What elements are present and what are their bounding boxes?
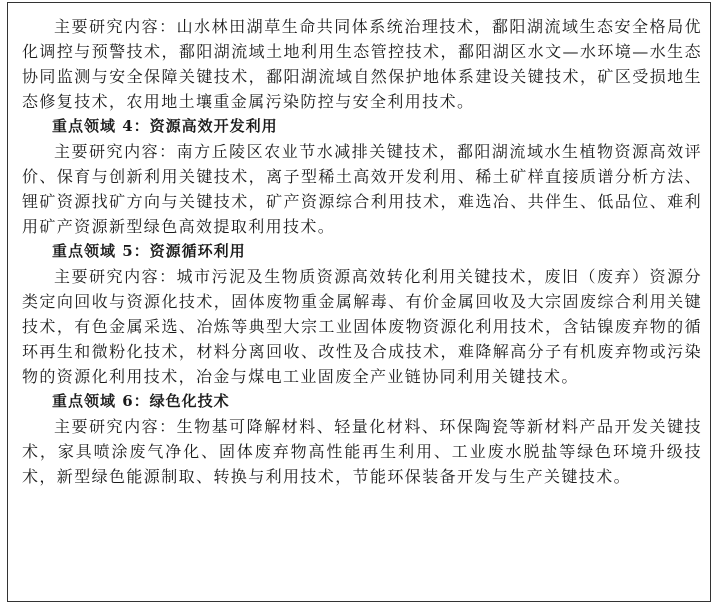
heading-focus-area-6: 重点领域 6：绿色化技术 [52, 392, 230, 410]
paragraph-focus-area-6: 主要研究内容：生物基可降解材料、轻量化材料、环保陶瓷等新材料产品开发关键技术，家具喷涂废气净化、固体废弃物高性能再生利用、工业废水脱盐等绿色环境升级技术，新型绿色能源制取、转换与利用技术，节能环保装备开发与生产关键技术。 [22, 417, 702, 486]
heading-focus-area-4: 重点领域 4：资源高效开发利用 [52, 117, 278, 135]
paragraph-ecology-research: 主要研究内容：山水林田湖草生命共同体系统治理技术，鄱阳湖流域生态安全格局优化调控与预警技术，鄱阳湖流域土地利用生态管控技术，鄱阳湖区水文—水环境—水生态协同监测与安全保障关键技术，鄱阳湖流域自然保护地体系建设关键技术，矿区受损地生态修复技术，农用地土壤重金属污染防控与安全利用技术。 [22, 17, 702, 111]
paragraph-focus-area-5: 主要研究内容：城市污泥及生物质资源高效转化利用关键技术，废旧（废弃）资源分类定向回收与资源化技术，固体废物重金属解毒、有价金属回收及大宗固废综合利用关键技术，有色金属采选、冶炼等典型大宗工业固体废物资源化利用技术，含钴镍废弃物的循环再生和微粉化技术，材料分离回收、改性及合成技术，难降解高分子有机废弃物或污染物的资源化利用技术，冶金与煤电工业固废全产业链协同利用关键技术。 [22, 267, 702, 386]
paragraph-focus-area-4: 主要研究内容：南方丘陵区农业节水减排关键技术，鄱阳湖流域水生植物资源高效评价、保育与创新利用关键技术，离子型稀土高效开发利用、稀土矿样直接质谱分析方法、锂矿资源找矿方向与关键技术，矿产资源综合利用技术，难选冶、共伴生、低品位、难利用矿产资源新型绿色高效提取利用技术。 [22, 142, 702, 236]
content-box [7, 2, 711, 602]
document-body [22, 14, 702, 489]
heading-focus-area-5: 重点领域 5：资源循环利用 [52, 242, 246, 260]
